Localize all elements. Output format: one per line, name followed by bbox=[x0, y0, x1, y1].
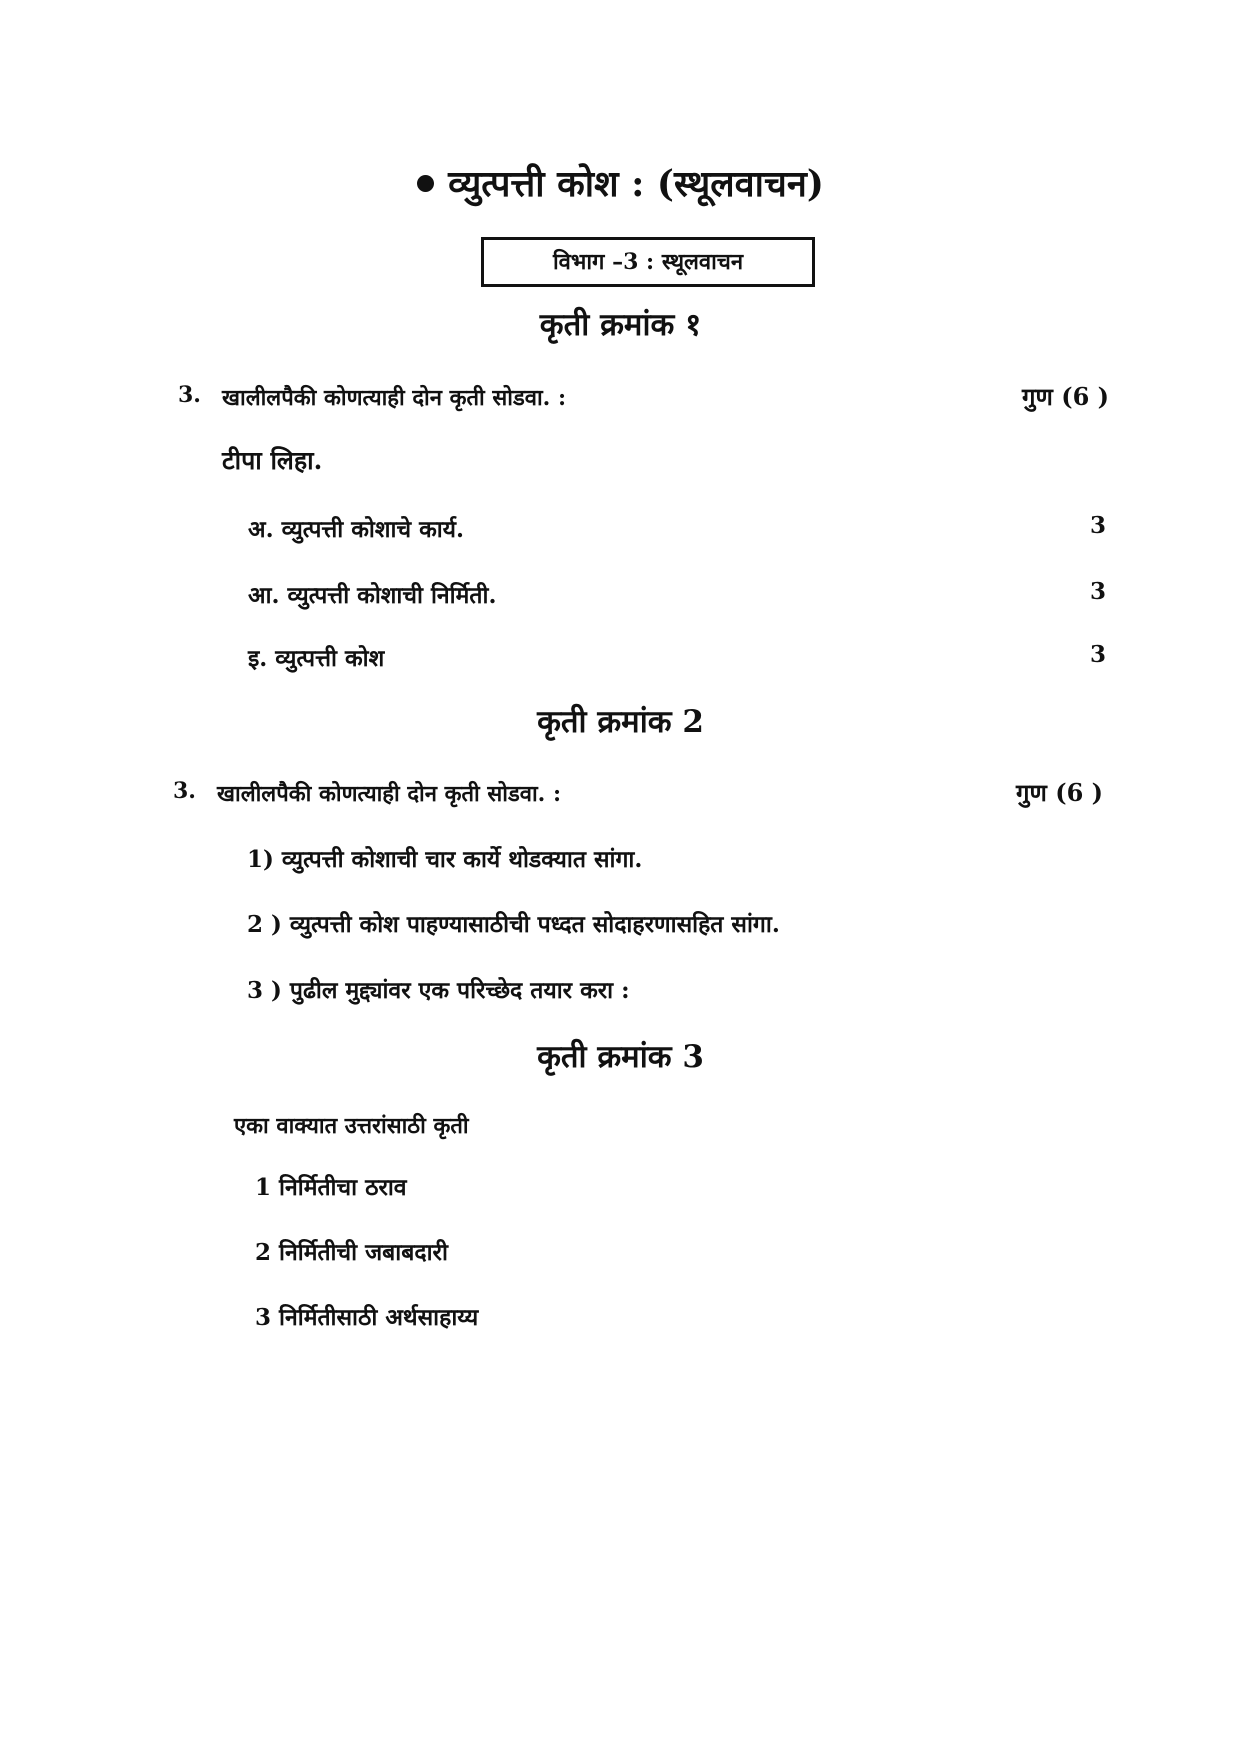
kruti-3-item-1: 1 निर्मितीचा ठराव bbox=[255, 1174, 407, 1201]
kruti-1-question-text: खालीलपैकी कोणत्याही दोन कृती सोडवा. : bbox=[222, 385, 567, 411]
kruti-2-item-2: 2 ) व्युत्पत्ती कोश पाहण्यासाठीची पध्दत सोदाहरणासहित सांगा. bbox=[247, 911, 780, 938]
kruti-1-item-1-mark: 3 bbox=[1090, 512, 1107, 539]
kruti-1-marks: गुण (6 ) bbox=[1022, 382, 1109, 411]
kruti-2-question-number: 3. bbox=[173, 778, 196, 804]
kruti-2-marks: गुण (6 ) bbox=[1016, 778, 1103, 807]
kruti-3-item-2: 2 निर्मितीची जबाबदारी bbox=[255, 1239, 448, 1266]
kruti-1-sub-heading: टीपा लिहा. bbox=[222, 446, 323, 475]
kruti-2-heading: कृती क्रमांक 2 bbox=[537, 704, 704, 740]
kruti-1-item-1: अ. व्युत्पत्ती कोशाचे कार्य. bbox=[248, 516, 465, 543]
bullet-icon bbox=[417, 175, 434, 192]
kruti-3-sub-heading: एका वाक्यात उत्तरांसाठी कृती bbox=[234, 1113, 469, 1139]
kruti-2-item-3: 3 ) पुढील मुद्द्यांवर एक परिच्छेद तयार करा : bbox=[247, 977, 630, 1004]
kruti-2-question-text: खालीलपैकी कोणत्याही दोन कृती सोडवा. : bbox=[217, 781, 562, 807]
kruti-3-item-3: 3 निर्मितीसाठी अर्थसाहाय्य bbox=[255, 1304, 479, 1331]
section-box: विभाग –3 : स्थूलवाचन bbox=[481, 237, 815, 287]
kruti-1-item-2: आ. व्युत्पत्ती कोशाची निर्मिती. bbox=[248, 582, 497, 609]
kruti-1-item-3-mark: 3 bbox=[1090, 641, 1107, 668]
kruti-1-heading: कृती क्रमांक १ bbox=[539, 307, 702, 343]
page-title bbox=[0, 158, 1241, 207]
kruti-1-question-number: 3. bbox=[178, 382, 201, 408]
kruti-2-item-1: 1) व्युत्पत्ती कोशाची चार कार्ये थोडक्यात सांगा. bbox=[247, 846, 643, 873]
kruti-1-item-2-mark: 3 bbox=[1090, 578, 1107, 605]
kruti-3-heading: कृती क्रमांक 3 bbox=[537, 1039, 704, 1075]
kruti-1-item-3: इ. व्युत्पत्ती कोश bbox=[248, 645, 385, 672]
page-title-text: व्युत्पत्ती कोश : (स्थूलवाचन) bbox=[448, 163, 824, 205]
